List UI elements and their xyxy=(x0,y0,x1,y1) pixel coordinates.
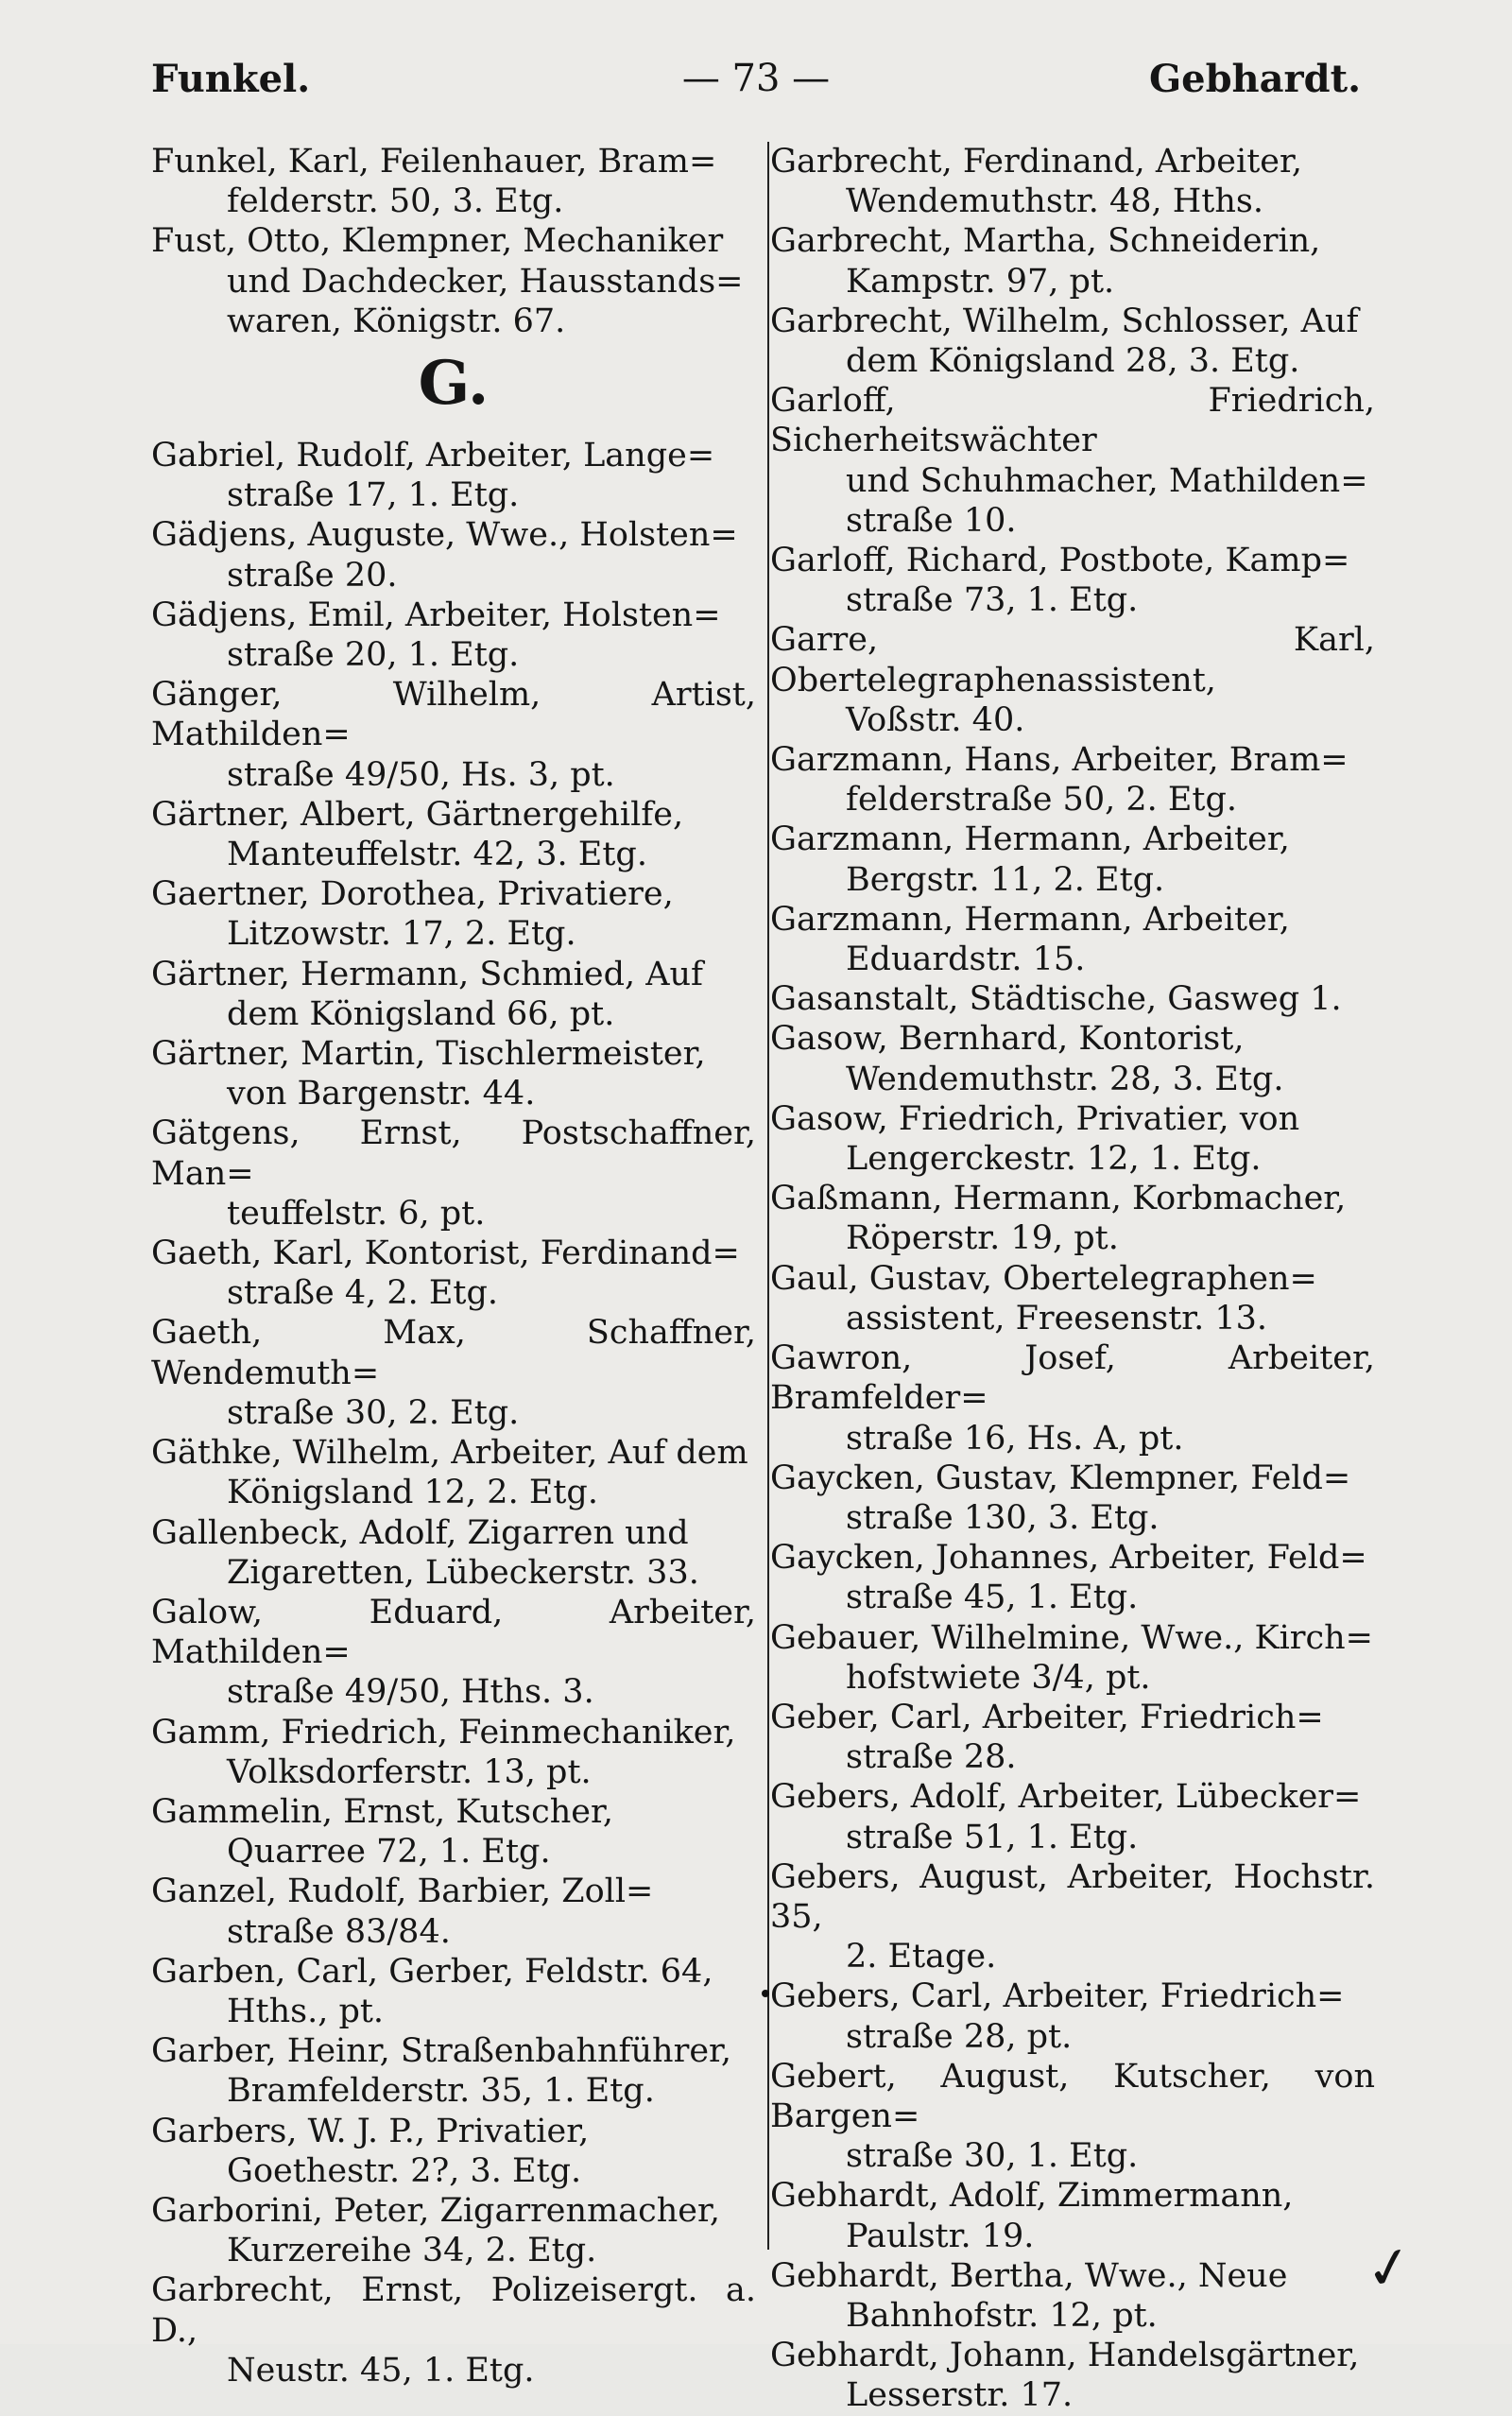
directory-entry xyxy=(151,1513,756,1593)
directory-entry xyxy=(770,381,1375,541)
directory-entry xyxy=(770,2336,1375,2415)
entry-address-line: Röperstr. 19, pt. xyxy=(846,1219,1119,1258)
entry-address-line: Königsland 12, 2. Etg. xyxy=(227,1474,598,1512)
entry-name-line: Fust, Otto, Klempner, Mechaniker xyxy=(151,222,724,261)
directory-entry xyxy=(770,1857,1375,1977)
directory-entry xyxy=(151,221,756,341)
entry-address-line: felderstr. 50, 3. Etg. xyxy=(227,182,564,221)
entry-name-line: Garbrecht, Wilhelm, Schlosser, Auf xyxy=(770,302,1359,340)
directory-entry xyxy=(151,436,756,515)
entry-address-line: Kampstr. 97, pt. xyxy=(846,262,1115,301)
entry-name-line: Garbrecht, Ernst, Polizeisergt. a. D., xyxy=(151,2271,756,2350)
entry-address-line: Wendemuthstr. 28, 3. Etg. xyxy=(846,1060,1284,1098)
directory-entry xyxy=(151,595,756,675)
entry-name-line: Gebhardt, Adolf, Zimmermann, xyxy=(770,2177,1294,2216)
entry-address-line: straße 30, 2. Etg. xyxy=(227,1393,520,1432)
entry-name-line: Gebhardt, Bertha, Wwe., Neue xyxy=(770,2256,1288,2295)
entry-name-line: Gebers, Carl, Arbeiter, Friedrich= xyxy=(770,1977,1345,2016)
directory-entry xyxy=(770,1777,1375,1856)
entry-address-line: hofstwiete 3/4, pt. xyxy=(846,1658,1151,1697)
entry-name-line: Garloff, Richard, Postbote, Kamp= xyxy=(770,542,1350,580)
directory-entry xyxy=(151,2112,756,2191)
entry-name-line: Gätgens, Ernst, Postschaffner, Man= xyxy=(151,1114,756,1193)
entry-name-line: Gebauer, Wilhelmine, Wwe., Kirch= xyxy=(770,1618,1373,1657)
entry-address-line: 2. Etage. xyxy=(846,1938,997,1976)
entry-address-line: straße 73, 1. Etg. xyxy=(846,581,1139,620)
directory-entry xyxy=(151,1713,756,1792)
entry-address-line: straße 28, pt. xyxy=(846,2017,1073,2056)
entry-address-line: Bahnhofstr. 12, pt. xyxy=(846,2296,1158,2335)
entry-name-line: Garzmann, Hermann, Arbeiter, xyxy=(770,900,1290,939)
directory-entry xyxy=(151,1792,756,1872)
entry-address-line: straße 4, 2. Etg. xyxy=(227,1274,499,1313)
entry-name-line: Geber, Carl, Arbeiter, Friedrich= xyxy=(770,1698,1324,1736)
entry-name-line: Gabriel, Rudolf, Arbeiter, Lange= xyxy=(151,437,715,475)
entry-address-line: Kurzereihe 34, 2. Etg. xyxy=(227,2232,597,2270)
entry-name-line: Gaycken, Gustav, Klempner, Feld= xyxy=(770,1458,1351,1497)
entry-address-line: dem Königsland 66, pt. xyxy=(227,994,615,1033)
entry-name-line: Gädjens, Emil, Arbeiter, Holsten= xyxy=(151,595,721,634)
page-number: — 73 — xyxy=(681,57,831,100)
entry-address-line: assistent, Freesenstr. 13. xyxy=(846,1299,1268,1337)
entry-address-line: Hths., pt. xyxy=(227,1992,385,2030)
directory-entry xyxy=(770,1099,1375,1179)
directory-entry xyxy=(770,740,1375,820)
directory-entry xyxy=(151,675,756,795)
directory-entry xyxy=(151,1234,756,1313)
entry-name-line: Garloff, Friedrich, Sicherheitswächter xyxy=(770,382,1375,460)
directory-entry xyxy=(151,2031,756,2111)
directory-entry xyxy=(770,221,1375,301)
directory-entry xyxy=(151,142,756,221)
left-column xyxy=(151,142,756,2390)
entry-address-line: Manteuffelstr. 42, 3. Etg. xyxy=(227,836,647,874)
entry-name-line: Gaertner, Dorothea, Privatiere, xyxy=(151,875,674,914)
entry-name-line: Garber, Heinr, Straßenbahnführer, xyxy=(151,2032,732,2071)
entry-name-line: Gärtner, Martin, Tischlermeister, xyxy=(151,1035,706,1074)
entry-name-line: Garben, Carl, Gerber, Feldstr. 64, xyxy=(151,1952,713,1991)
entry-name-line: Garzmann, Hermann, Arbeiter, xyxy=(770,820,1290,859)
directory-entry xyxy=(770,1976,1375,2056)
directory-entry xyxy=(770,2256,1375,2336)
entry-name-line: Gaul, Gustav, Obertelegraphen= xyxy=(770,1259,1317,1298)
entry-name-line: Garre, Karl, Obertelegraphenassistent, xyxy=(770,621,1375,699)
entry-address-line: Paulstr. 19. xyxy=(846,2217,1035,2255)
entry-name-line: Gammelin, Ernst, Kutscher, xyxy=(151,1792,614,1831)
entry-name-line: Gaeth, Max, Schaffner, Wendemuth= xyxy=(151,1314,756,1392)
directory-entry xyxy=(770,302,1375,381)
entry-address-line: dem Königsland 28, 3. Etg. xyxy=(846,342,1300,381)
directory-entry xyxy=(151,1952,756,2031)
directory-entry xyxy=(151,515,756,595)
entry-name-line: Galow, Eduard, Arbeiter, Mathilden= xyxy=(151,1593,756,1672)
entry-name-line: Gaßmann, Hermann, Korbmacher, xyxy=(770,1180,1347,1218)
page-header xyxy=(142,57,1370,113)
right-column xyxy=(770,142,1375,2416)
entry-name-line: Gärtner, Hermann, Schmied, Auf xyxy=(151,955,704,993)
entry-address-line: Lengerckestr. 12, 1. Etg. xyxy=(846,1140,1262,1179)
directory-entry xyxy=(770,1179,1375,1258)
entry-name-line: Gawron, Josef, Arbeiter, Bramfelder= xyxy=(770,1339,1375,1418)
entry-name-line: Garbrecht, Ferdinand, Arbeiter, xyxy=(770,143,1302,181)
entry-address-line: Bergstr. 11, 2. Etg. xyxy=(846,860,1165,899)
entry-name-line: Garbrecht, Martha, Schneiderin, xyxy=(770,222,1321,261)
directory-entry xyxy=(151,795,756,874)
directory-entry xyxy=(770,2176,1375,2255)
entry-name-line: Gebers, Adolf, Arbeiter, Lübecker= xyxy=(770,1778,1362,1817)
entry-name-line: Gebert, August, Kutscher, von Bargen= xyxy=(770,2057,1375,2135)
entry-name-line: Gaycken, Johannes, Arbeiter, Feld= xyxy=(770,1539,1367,1578)
entry-name-line: Gärtner, Albert, Gärtnergehilfe, xyxy=(151,795,684,834)
entry-address-line: waren, Königstr. 67. xyxy=(227,302,566,340)
entry-address-line: Litzowstr. 17, 2. Etg. xyxy=(227,915,576,954)
entry-name-line: Gaeth, Karl, Kontorist, Ferdinand= xyxy=(151,1234,740,1273)
directory-entry xyxy=(151,1313,756,1433)
entry-address-line: felderstraße 50, 2. Etg. xyxy=(846,781,1238,820)
entry-address-line: straße 49/50, Hs. 3, pt. xyxy=(227,755,615,794)
entry-address-line: Eduardstr. 15. xyxy=(846,941,1086,979)
entry-address-line: straße 17, 1. Etg. xyxy=(227,476,520,515)
entry-name-line: Garzmann, Hans, Arbeiter, Bram= xyxy=(770,741,1349,780)
directory-entry xyxy=(770,1338,1375,1458)
entry-address-line: straße 30, 1. Etg. xyxy=(846,2137,1139,2176)
entry-address-line: und Schuhmacher, Mathilden= xyxy=(846,461,1368,500)
entry-address-line: Wendemuthstr. 48, Hths. xyxy=(846,182,1263,221)
entry-address-line: Voßstr. 40. xyxy=(846,700,1025,739)
directory-entry xyxy=(151,1593,756,1713)
entry-name-line: Gebers, August, Arbeiter, Hochstr. 35, xyxy=(770,1857,1375,1936)
entry-address-line: straße 45, 1. Etg. xyxy=(846,1579,1139,1617)
entry-name-line: Gädjens, Auguste, Wwe., Holsten= xyxy=(151,516,738,555)
entry-name-line: Gebhardt, Johann, Handelsgärtner, xyxy=(770,2337,1360,2375)
entry-address-line: teuffelstr. 6, pt. xyxy=(227,1194,486,1233)
directory-entry xyxy=(151,1034,756,1113)
entry-name-line: Funkel, Karl, Feilenhauer, Bram= xyxy=(151,143,717,181)
entry-address-line: Bramfelderstr. 35, 1. Etg. xyxy=(227,2072,655,2111)
entry-name-line: Gasanstalt, Städtische, Gasweg 1. xyxy=(770,980,1342,1019)
entry-address-line: straße 20. xyxy=(227,556,398,595)
entry-address-line: Zigaretten, Lübeckerstr. 33. xyxy=(227,1553,699,1592)
entry-address-line: straße 10. xyxy=(846,501,1017,540)
entry-name-line: Garbers, W. J. P., Privatier, xyxy=(151,2112,590,2150)
directory-entry xyxy=(770,1019,1375,1098)
directory-entry xyxy=(770,2057,1375,2177)
entry-address-line: von Bargenstr. 44. xyxy=(227,1075,536,1113)
column-divider xyxy=(767,142,769,2250)
directory-entry xyxy=(770,1698,1375,1777)
directory-entry xyxy=(151,1113,756,1234)
entry-name-line: Garborini, Peter, Zigarrenmacher, xyxy=(151,2191,720,2230)
entry-address-line: Lesserstr. 17. xyxy=(846,2376,1074,2415)
entry-address-line: straße 16, Hs. A, pt. xyxy=(846,1419,1184,1458)
directory-entry xyxy=(770,1458,1375,1538)
entry-name-line: Gasow, Bernhard, Kontorist, xyxy=(770,1020,1245,1059)
header-right: Gebhardt. xyxy=(1148,57,1361,101)
entry-address-line: straße 51, 1. Etg. xyxy=(846,1818,1139,1856)
check-mark: ✓ xyxy=(1360,2232,1418,2305)
directory-entry xyxy=(770,620,1375,740)
entry-address-line: und Dachdecker, Hausstands= xyxy=(227,262,744,301)
directory-entry xyxy=(770,1618,1375,1698)
directory-entry xyxy=(151,955,756,1034)
directory-entry xyxy=(151,874,756,954)
directory-entry xyxy=(770,142,1375,221)
entry-name-line: Ganzel, Rudolf, Barbier, Zoll= xyxy=(151,1872,654,1911)
directory-entry xyxy=(151,1872,756,1951)
directory-entry xyxy=(770,979,1375,1019)
entry-address-line: Quarree 72, 1. Etg. xyxy=(227,1833,551,1872)
directory-entry xyxy=(770,1538,1375,1617)
section-letter: G. xyxy=(418,348,490,420)
entry-name-line: Gallenbeck, Adolf, Zigarren und xyxy=(151,1513,689,1552)
entry-address-line: straße 28. xyxy=(846,1738,1017,1777)
entry-address-line: Volksdorferstr. 13, pt. xyxy=(227,1752,592,1791)
entry-address-line: straße 49/50, Hths. 3. xyxy=(227,1673,594,1712)
directory-entry xyxy=(770,900,1375,979)
ink-dot xyxy=(762,1990,769,1997)
directory-entry xyxy=(770,1259,1375,1338)
entry-name-line: Gäthke, Wilhelm, Arbeiter, Auf dem xyxy=(151,1434,748,1473)
entry-address-line: straße 20, 1. Etg. xyxy=(227,636,520,675)
header-left: Funkel. xyxy=(151,57,311,101)
directory-entry xyxy=(770,541,1375,620)
directory-entry xyxy=(151,2270,756,2390)
directory-entry xyxy=(151,1433,756,1512)
directory-entry xyxy=(151,2191,756,2270)
entry-name-line: Gasow, Friedrich, Privatier, von xyxy=(770,1099,1300,1138)
entry-address-line: straße 83/84. xyxy=(227,1912,451,1951)
entry-name-line: Gänger, Wilhelm, Artist, Mathilden= xyxy=(151,676,756,754)
entry-address-line: straße 130, 3. Etg. xyxy=(846,1498,1160,1537)
directory-entry xyxy=(770,820,1375,899)
entry-name-line: Gamm, Friedrich, Feinmechaniker, xyxy=(151,1713,736,1752)
entry-address-line: Neustr. 45, 1. Etg. xyxy=(227,2351,535,2390)
entry-address-line: Goethestr. 2?, 3. Etg. xyxy=(227,2151,582,2190)
